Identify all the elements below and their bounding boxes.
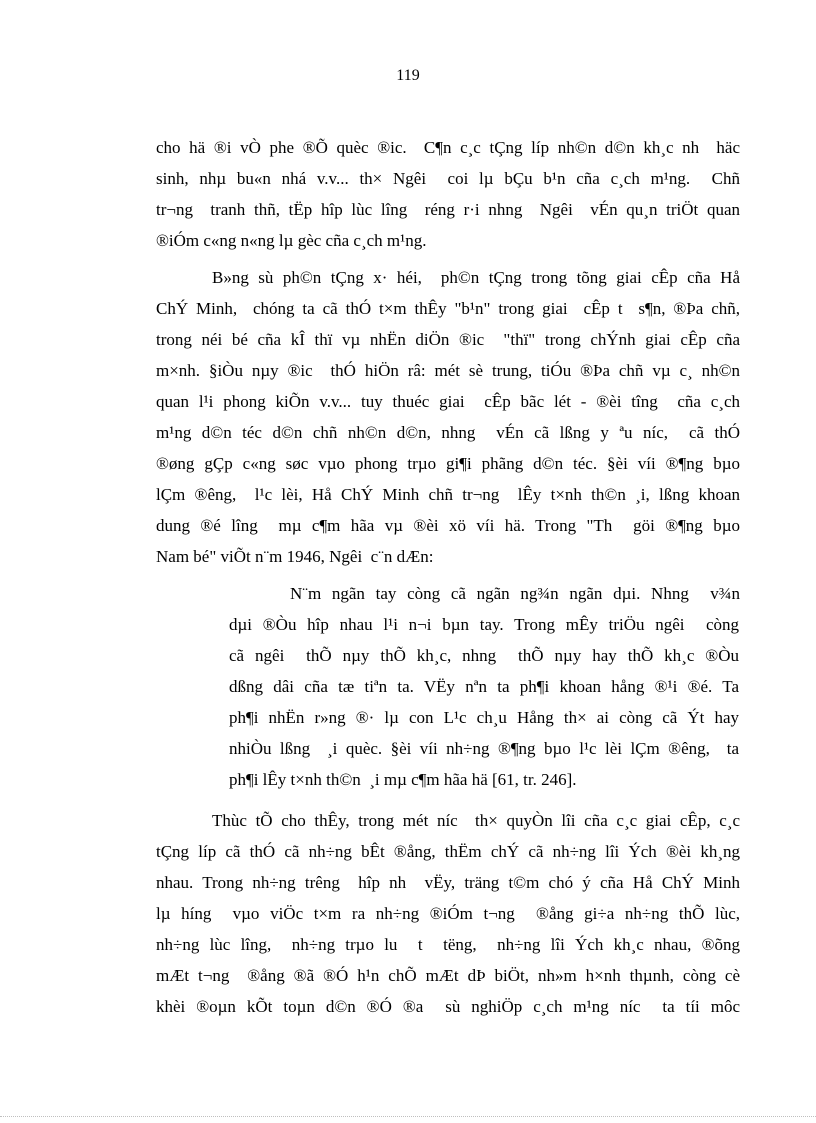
quote-line: ph¶i lÊy t×nh th©n ¸i mµ c¶m hãa hä [61, tr. 246]. bbox=[229, 770, 577, 789]
paragraph-2-line: trong néi bé cña kÎ thï vµ nhËn diÖn ®ic "thï" trong chÝnh giai cÊp cña bbox=[156, 330, 740, 349]
paragraph-2-line: ChÝ Minh, chóng ta cã thÓ t×m thÊy "b¹n" trong giai cÊp t s¶n, ®Þa chñ, bbox=[156, 299, 740, 318]
paragraph-2-line: dung ®é lîng mµ c¶m hãa vµ ®èi xö víi hä. Trong "Th göi ®¶ng bµo bbox=[156, 516, 740, 535]
quote-line: ph¶i nhËn r»ng ®· lµ con L¹c ch¸u Hång th× ai còng cã Ýt hay bbox=[229, 708, 739, 727]
bottom-divider bbox=[0, 1116, 816, 1117]
paragraph-3-line: lµ híng vµo viÖc t×m ra nh÷ng ®iÓm t¬ng ®ång gi÷a nh÷ng thÕ lùc, bbox=[156, 904, 740, 923]
paragraph-3-line: nh÷ng lùc lîng, nh÷ng trµo lu t tëng, nh÷ng lîi Ých kh¸c nhau, ®õng bbox=[156, 935, 740, 954]
paragraph-1-line: ®iÓm c«ng n«ng lµ gèc cña c¸ch m¹ng. bbox=[156, 231, 427, 250]
quote-line: N¨m ngãn tay còng cã ngãn ng¾n ngãn dµi. Nhng v¾n bbox=[290, 584, 740, 603]
paragraph-3-line: tÇng líp cã thÓ cã nh÷ng bÊt ®ång, thËm chÝ cã nh÷ng lîi Ých ®èi kh¸ng bbox=[156, 842, 740, 861]
paragraph-2-line: m¹ng d©n téc d©n chñ nh©n d©n, nhng vÉn cã lßng y ªu níc, cã thÓ bbox=[156, 423, 740, 442]
paragraph-2-line: m×nh. §iÒu nµy ®ic thÓ hiÖn râ: mét sè trung, tiÓu ®Þa chñ vµ c¸ nh©n bbox=[156, 361, 740, 380]
paragraph-3-line: khèi ®oµn kÕt toµn d©n ®Ó ®a sù nghiÖp c¸ch m¹ng níc ta tíi môc bbox=[156, 997, 740, 1016]
paragraph-3-line: Thùc tÕ cho thÊy, trong mét níc th× quyÒn lîi cña c¸c giai cÊp, c¸c bbox=[212, 811, 740, 830]
paragraph-2-line: ®øng gÇp c«ng søc vµo phong trµo gi¶i phãng d©n téc. §èi víi ®¶ng bµo bbox=[156, 454, 740, 473]
quote-line: nhiÒu lßng ¸i quèc. §èi víi nh÷ng ®¶ng bµo l¹c lèi lÇm ®êng, ta bbox=[229, 739, 739, 758]
paragraph-3-line: nhau. Trong nh÷ng trêng hîp nh vËy, träng t©m chó ý cña Hå ChÝ Minh bbox=[156, 873, 740, 892]
paragraph-1-line: sinh, nhµ bu«n nhá v.v... th× Ngêi coi lµ bÇu b¹n cña c¸ch m¹ng. Chñ bbox=[156, 169, 740, 188]
page-number: 119 bbox=[396, 67, 420, 84]
quote-line: dµi ®Òu hîp nhau l¹i n¬i bµn tay. Trong mÊy triÖu ngêi còng bbox=[229, 615, 739, 634]
quote-line: dßng dâi cña tæ tiªn ta. VËy nªn ta ph¶i khoan hång ®¹i ®é. Ta bbox=[229, 677, 739, 696]
paragraph-3-line: mÆt t¬ng ®ång ®ã ®Ó h¹n chÕ mÆt dÞ biÖt, nh»m h×nh thµnh, còng cè bbox=[156, 966, 740, 985]
paragraph-1-line: cho hä ®i vÒ phe ®Õ quèc ®ic. C¶n c¸c tÇng líp nh©n d©n kh¸c nh häc bbox=[156, 138, 740, 157]
paragraph-2-line: quan l¹i phong kiÕn v.v... tuy thuéc giai cÊp bãc lét - ®èi tîng cña c¸ch bbox=[156, 392, 740, 411]
paragraph-1-line: tr¬ng tranh thñ, tËp hîp lùc lîng réng r·i nhng Ngêi vÉn qu¸n triÖt quan bbox=[156, 200, 740, 219]
paragraph-2-line: Nam bé" viÕt n¨m 1946, Ngêi c¨n dÆn: bbox=[156, 547, 434, 566]
paragraph-2-line: lÇm ®êng, l¹c lèi, Hå ChÝ Minh chñ tr¬ng lÊy t×nh th©n ¸i, lßng khoan bbox=[156, 485, 740, 504]
paragraph-2-line: B»ng sù ph©n tÇng x· héi, ph©n tÇng trong tõng giai cÊp cña Hå bbox=[212, 268, 740, 287]
quote-line: cã ngêi thÕ nµy thÕ kh¸c, nhng thÕ nµy hay thÕ kh¸c ®Òu bbox=[229, 646, 739, 665]
